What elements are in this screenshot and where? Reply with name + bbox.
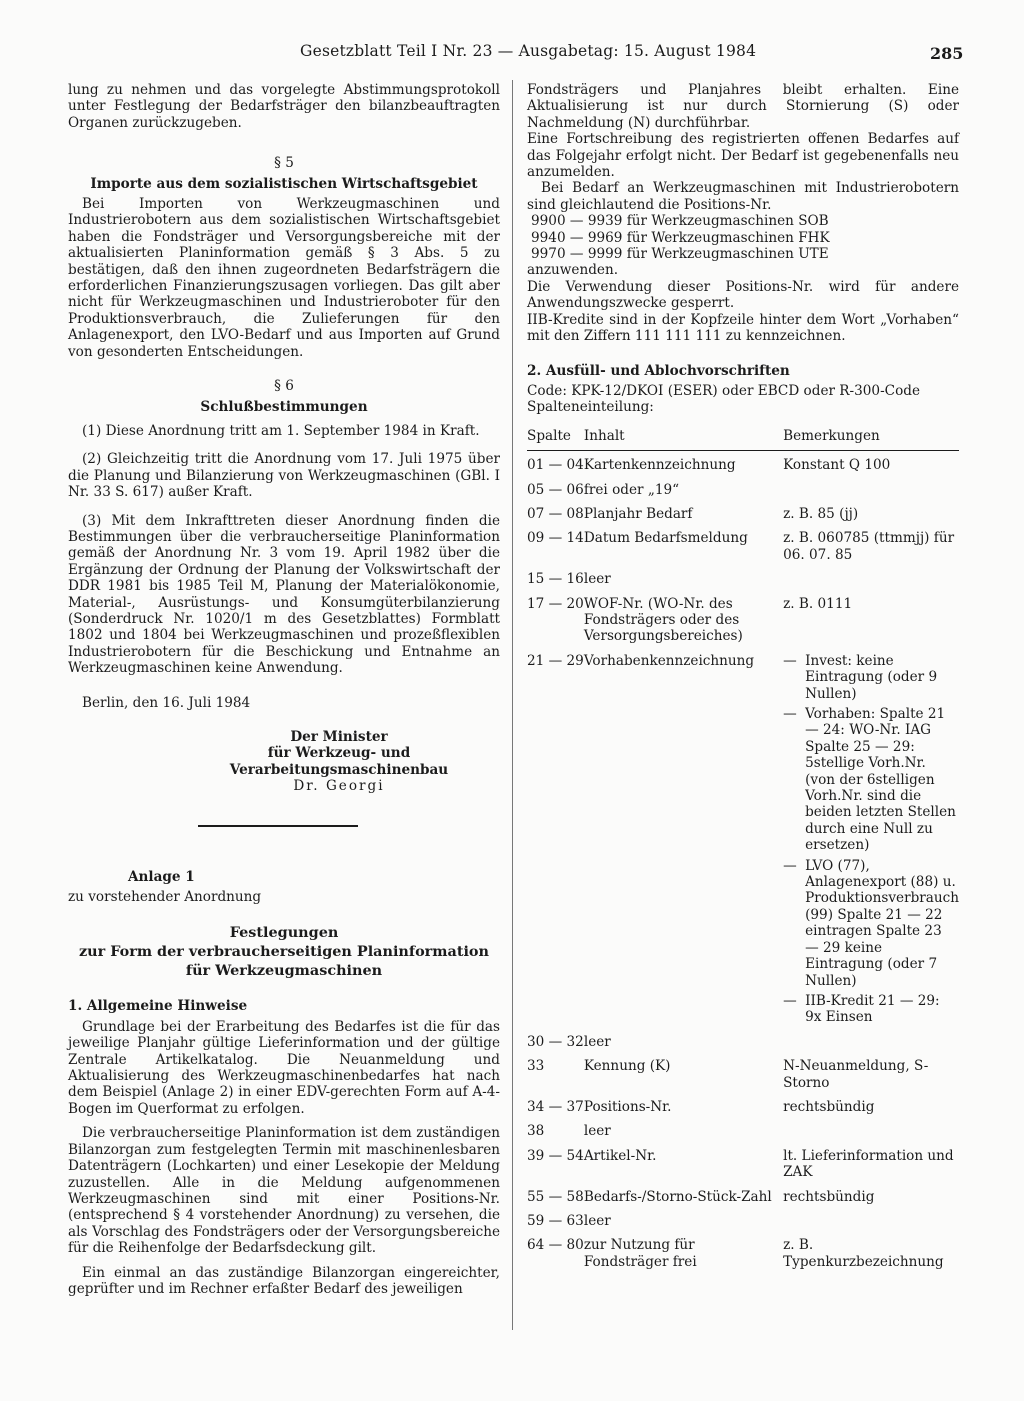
row-bemerkung bbox=[783, 474, 959, 498]
row-inhalt: leer bbox=[583, 571, 611, 588]
row-inhalt: Planjahr Bedarf bbox=[583, 505, 693, 522]
row-bemerkung: z. B. Typenkurzbezeichnung bbox=[783, 1237, 944, 1270]
right-column bbox=[527, 82, 959, 1270]
section-6-para-2: (2) Gleichzeitig tritt die Anordnung vom 17. Juli 1975 über die Planung und Bilanzierung von Werkzeugmaschinen (GBl. I Nr. 33 S. 617) außer Kraft. bbox=[68, 451, 500, 501]
section-2-title: 2. Ausfüll- und Ablochvorschriften bbox=[527, 362, 790, 379]
vorhaben-item-invest: Invest: keine Eintragung (oder 9 Nullen) bbox=[805, 652, 938, 702]
right-para-3: Bei Bedarf an Werkzeugmaschinen mit Industrierobotern sind gleichlautend die Positions-Nr. bbox=[527, 180, 959, 213]
row-inhalt: leer bbox=[583, 1123, 611, 1140]
row-spalte: 15 — 16 bbox=[527, 571, 584, 588]
table-header-inhalt: Inhalt bbox=[583, 427, 625, 444]
right-para-4: anzuwenden. bbox=[527, 262, 619, 279]
row-inhalt: Artikel-Nr. bbox=[583, 1147, 657, 1164]
row-inhalt: Bedarfs-/Storno-Stück-Zahl bbox=[583, 1188, 772, 1205]
anlage-subtitle: zu vorstehender Anordnung bbox=[68, 889, 262, 906]
row-bemerkung: rechtsbündig bbox=[783, 1188, 875, 1205]
row-bemerkung: N-Neuanmeldung, S-Storno bbox=[783, 1058, 929, 1091]
column-divider bbox=[512, 80, 513, 1330]
section-5-number: § 5 bbox=[274, 155, 294, 172]
place-date: Berlin, den 16. Juli 1984 bbox=[82, 694, 251, 711]
row-spalte: 07 — 08 bbox=[527, 505, 584, 522]
row-spalte: 59 — 63 bbox=[527, 1212, 584, 1229]
section-5-title: Importe aus dem sozialistischen Wirtschaftsgebiet bbox=[90, 175, 478, 192]
vorhaben-item-vorhaben: Vorhaben: Spalte 21 — 24: WO-Nr. IAG Spalte 25 — 29: 5stellige Vorh.Nr. (von der 6stelligen Vorh.Nr. sind die beiden letzten Stellen durch eine Null zu ersetzen) bbox=[805, 706, 956, 854]
table-header-bemerkungen: Bemerkungen bbox=[783, 427, 880, 444]
vorhaben-item-iib: IIB-Kredit 21 — 29: 9x Einsen bbox=[805, 992, 940, 1026]
row-bemerkung bbox=[783, 1115, 959, 1139]
table-header-spalte: Spalte bbox=[527, 427, 571, 444]
row-inhalt: Vorhabenkennzeichnung bbox=[583, 652, 755, 669]
right-para-5: Die Verwendung dieser Positions-Nr. wird für andere Anwendungszwecke gesperrt. bbox=[527, 278, 959, 312]
code-line: Code: KPK-12/DKOI (ESER) oder EBCD oder R-300-Code bbox=[527, 382, 921, 399]
row-bemerkung: z. B. 060785 (ttmmjj) für 06. 07. 85 bbox=[783, 530, 955, 563]
row-spalte: 34 — 37 bbox=[527, 1098, 584, 1115]
row-spalte: 38 bbox=[527, 1123, 545, 1140]
festlegungen-line-2: zur Form der verbraucherseitigen Planinformation bbox=[78, 943, 489, 961]
signature-title-1: Der Minister bbox=[290, 729, 388, 745]
row-inhalt: leer bbox=[583, 1033, 611, 1050]
festlegungen-line-1: Festlegungen bbox=[229, 924, 339, 942]
table-row-vorhaben bbox=[527, 645, 959, 1026]
row-inhalt: frei oder „19“ bbox=[583, 481, 680, 498]
table-row bbox=[527, 588, 959, 645]
signature-name: Dr. Georgi bbox=[293, 778, 385, 795]
spalten-label: Spalteneinteilung: bbox=[527, 399, 654, 416]
row-spalte: 64 — 80 bbox=[527, 1237, 584, 1254]
section-1-title: 1. Allgemeine Hinweise bbox=[68, 998, 248, 1015]
table-row bbox=[527, 1026, 959, 1050]
section-6-para-3: (3) Mit dem Inkrafttreten dieser Anordnung finden die Bestimmungen über die verbraucherseitige Planinformation gemäß der Anordnung Nr. 3 vom 19. April 1982 über die Ergänzung der Ordnung der Planung der Volkswirtschaft der DDR 1981 bis 1985 Teil M, Planung der Materialökonomie, Material-, Ausrüstungs- und Konsumgüterbilanzierung (Sonderdruck Nr. 1020/1 m des Gesetzblattes) Formblatt 1802 und 1804 bei Werkzeugmaschinen und prozeßflexiblen Industrierobotern für die Beschickung und Entnahme an Werkzeugmaschinen keine Anwendung. bbox=[68, 512, 500, 677]
row-spalte: 17 — 20 bbox=[527, 595, 584, 612]
table-row bbox=[527, 1050, 959, 1091]
right-para-6: IIB-Kredite sind in der Kopfzeile hinter dem Wort „Vorhaben“ mit den Ziffern 111 111 111 zu kennzeichnen. bbox=[527, 311, 959, 345]
table-row bbox=[527, 1229, 959, 1270]
row-spalte: 39 — 54 bbox=[527, 1147, 584, 1164]
intro-paragraph: lung zu nehmen und das vorgelegte Abstimmungsprotokoll unter Festlegung der Bedarfsträger den bilanzbeauftragten Organen zurückzugeben. bbox=[68, 82, 500, 131]
row-inhalt: Positions-Nr. bbox=[583, 1098, 672, 1115]
table-row bbox=[527, 522, 959, 563]
section-1-para-1: Grundlage bei der Erarbeitung des Bedarfes ist die für das jeweilige Planjahr gültige Lieferinformation und der gültige Zentrale Artikelkatalog. Die Neuanmeldung und Aktualisierung des Werkzeugmaschinenbedarfes hat nach dem Beispiel (Anlage 2) in einer EDV-gerechten Form auf A-4-Bogen im Querformat zu erfolgen. bbox=[68, 1018, 500, 1117]
table-row bbox=[527, 1181, 959, 1205]
row-bemerkung: z. B. 0111 bbox=[783, 595, 853, 612]
anlage-title: Anlage 1 bbox=[128, 868, 195, 885]
row-bemerkung bbox=[783, 1205, 959, 1229]
row-bemerkung: z. B. 85 (jj) bbox=[783, 505, 859, 522]
table-row bbox=[527, 1115, 959, 1139]
right-para-2: Eine Fortschreibung des registrierten offenen Bedarfes auf das Folgejahr erfolgt nicht. Der Bedarf ist gegebenenfalls neu anzumelden. bbox=[527, 131, 959, 181]
festlegungen-line-3: für Werkzeugmaschinen bbox=[185, 962, 383, 980]
section-6-para-1: (1) Diese Anordnung tritt am 1. September 1984 in Kraft. bbox=[82, 422, 480, 439]
row-spalte: 55 — 58 bbox=[527, 1188, 584, 1205]
row-inhalt: Kartenkennzeichnung bbox=[583, 457, 736, 474]
table-row bbox=[527, 1205, 959, 1229]
spalten-table bbox=[527, 428, 959, 1270]
right-para-1: Fondsträgers und Planjahres bleibt erhalten. Eine Aktualisierung ist nur durch Stornierung (S) oder Nachmeldung (N) durchführbar. bbox=[527, 82, 959, 131]
row-inhalt: Datum Bedarfsmeldung bbox=[583, 530, 748, 547]
row-inhalt: WOF-Nr. (WO-Nr. des Fondsträgers oder des Versorgungsbereiches) bbox=[583, 595, 743, 645]
table-row bbox=[527, 1091, 959, 1115]
row-spalte: 30 — 32 bbox=[527, 1033, 584, 1050]
row-bemerkung: lt. Lieferinformation und ZAK bbox=[783, 1147, 954, 1181]
table-row bbox=[527, 474, 959, 498]
section-5-text: Bei Importen von Werkzeugmaschinen und Industrierobotern aus dem sozialistischen Wirtschaftsgebiet haben die Fondsträger und Versorgungsbereiche mit der aktualisierten Planinformation gemäß § 3 Abs. 5 zu bestätigen, daß den ihnen zugeordneten Bedarfsträgern die erforderlichen Finanzierungszusagen vorliegen. Das gilt aber nicht für Werkzeugmaschinen und Industrieroboter für den Produktionsverbrauch, die Zulieferungen für den Anlagenexport, den LVO-Bedarf und aus Importen auf Grund von gesonderten Entscheidungen. bbox=[68, 196, 500, 360]
position-code-fhk: 9940 — 9969 für Werkzeugmaschinen FHK bbox=[531, 229, 830, 246]
table-row bbox=[527, 498, 959, 522]
row-spalte: 09 — 14 bbox=[527, 530, 584, 547]
row-inhalt: leer bbox=[583, 1212, 611, 1229]
page-number: 285 bbox=[930, 44, 964, 63]
row-bemerkung: rechtsbündig bbox=[783, 1098, 875, 1115]
table-row bbox=[527, 1140, 959, 1181]
section-6-number: § 6 bbox=[274, 378, 294, 395]
row-bemerkung bbox=[783, 563, 959, 587]
left-column bbox=[68, 82, 500, 1297]
signature-title-2: für Werkzeug- und Verarbeitungsmaschinenbau bbox=[229, 745, 449, 778]
row-inhalt: Kennung (K) bbox=[583, 1058, 671, 1075]
row-spalte: 33 bbox=[527, 1058, 545, 1075]
row-inhalt: zur Nutzung für Fondsträger frei bbox=[583, 1237, 697, 1270]
position-code-sob: 9900 — 9939 für Werkzeugmaschinen SOB bbox=[531, 213, 829, 230]
row-spalte: 05 — 06 bbox=[527, 481, 584, 498]
row-spalte: 21 — 29 bbox=[527, 652, 584, 669]
row-bemerkung: Konstant Q 100 bbox=[783, 457, 891, 474]
row-spalte: 01 — 04 bbox=[527, 457, 584, 474]
table-row bbox=[527, 563, 959, 587]
vorhaben-item-lvo: LVO (77), Anlagenexport (88) u. Produktionsverbrauch (99) Spalte 21 — 22 eintragen Spalte 23 — 29 keine Eintragung (oder 7 Nullen) bbox=[805, 857, 959, 989]
section-1-para-3: Ein einmal an das zuständige Bilanzorgan eingereichter, geprüfter und im Rechner erfaßter Bedarf des jeweiligen bbox=[68, 1264, 500, 1297]
position-code-ute: 9970 — 9999 für Werkzeugmaschinen UTE bbox=[531, 246, 829, 263]
page-header: Gesetzblatt Teil I Nr. 23 — Ausgabetag: 15. August 1984 bbox=[300, 42, 757, 60]
row-bemerkung bbox=[783, 1026, 959, 1050]
table-row bbox=[527, 457, 959, 473]
vorhaben-remarks: — Invest: keine Eintragung (oder 9 Nullen) — Vorhaben: Spalte 21 — 24: WO-Nr. IAG Spalte 25 — 29: 5stellige Vorh.Nr. (von der 6stelligen Vorh.Nr. sind die beiden letzten Stellen durch eine Null zu ersetzen) — LVO (77), Anlagenexport (88) u. Produktionsverbrauch (99) Spalte 21 — 22 eintragen Spalte 23 — 29 keine Eintragung (oder 7 Nullen) — IIB-Kredit 21 — 29: 9x Einsen bbox=[783, 652, 959, 1026]
section-1-para-2: Die verbraucherseitige Planinformation ist dem zuständigen Bilanzorgan zum festgelegten Termin mit maschinenlesbaren Datenträgern (Lochkarten) und einer Lesekopie der Meldung zuzustellen. Alle in die Meldung aufgenommenen Werkzeugmaschinen sind mit einer Positions-Nr. (entsprechend § 4 vorstehender Anordnung) zu versehen, die als Vorschlag des Fondsträgers oder der Versorgungsbereiche für die Reihenfolge der Bedarfsdeckung gilt. bbox=[68, 1125, 500, 1257]
section-6-title: Schlußbestimmungen bbox=[200, 398, 368, 415]
